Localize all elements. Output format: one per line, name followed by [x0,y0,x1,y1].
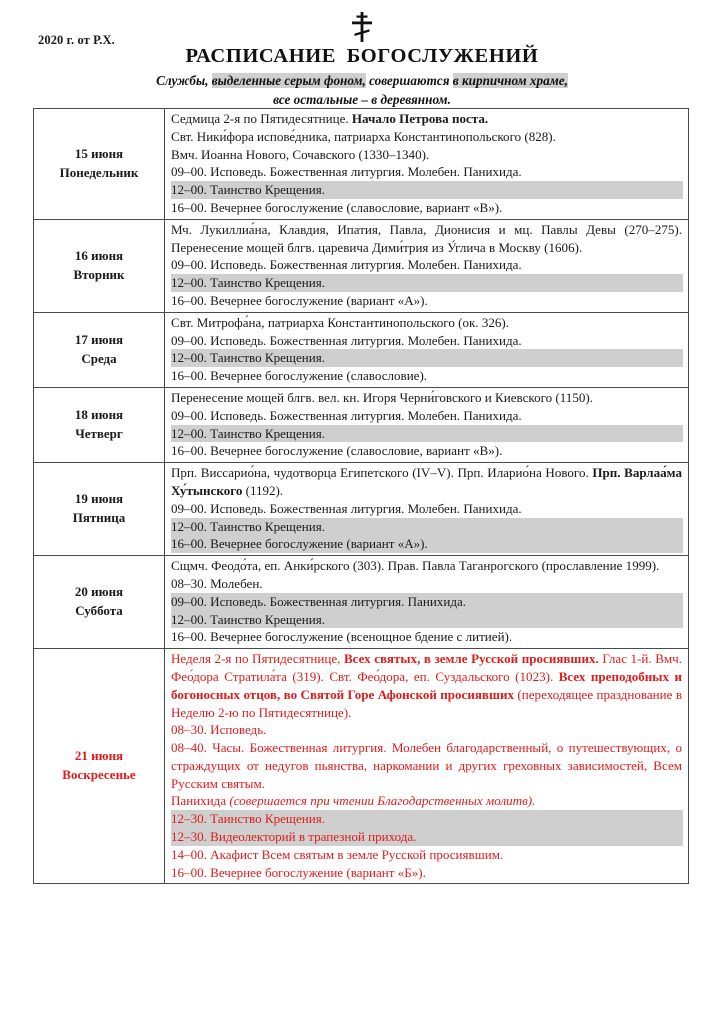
schedule-body [34,109,689,884]
table-row [34,463,689,556]
date-weekday: Понедельник [59,164,139,180]
orthodox-cross-icon [349,10,375,44]
schedule-date-cell [34,109,165,220]
date-day: 18 июня [74,407,124,423]
service-line: 09–00. Исповедь. Божественная литургия. Молебен. Панихида. [171,164,522,180]
date-weekday: Суббота [75,603,123,619]
service-line-brick-church: 12–00. Таинство Крещения. [171,349,683,367]
service-line: 08–30. Молебен. [171,575,263,591]
table-row [34,219,689,312]
table-row [34,387,689,462]
service-line: Свт. Митрофа́на, патриарха Константинопольского (ок. 326). [171,314,510,330]
legend-highlight-1: выделенные серым фоном, [211,73,366,88]
service-line: Седмица 2-я по Пятидесятнице. Начало Петрова поста. [171,111,489,126]
service-line: Сщмч. Феодо́та, еп. Анки́рского (303). Прав. Павла Таганрогского (прославление 1999). [171,558,660,574]
schedule-date-cell [34,463,165,556]
service-line: 09–00. Исповедь. Божественная литургия. Молебен. Панихида. [171,407,522,423]
schedule-services-cell [165,556,689,649]
service-line-brick-church: 12–00. Таинство Крещения. [171,425,683,443]
table-row [34,312,689,387]
service-line: 16–00. Вечернее богослужение (славословие, вариант «В»). [171,443,503,459]
service-line: 14–00. Акафист Всем святым в земле Русской просиявшим. [171,846,504,862]
schedule-services-cell [165,649,689,884]
service-line: 09–00. Исповедь. Божественная литургия. Молебен. Панихида. [171,257,522,273]
document-header [0,0,724,109]
service-line: 09–00. Исповедь. Божественная литургия. Молебен. Панихида. [171,500,522,516]
schedule-services-cell [165,463,689,556]
service-line-brick-church: 12–00. Таинство Крещения. [171,518,683,536]
service-line: Мч. Лукиллиа́на, Клавдия, Ипатия, Павла, Дионисия и мц. Павлы Девы (270–275). Перенесение мощей блгв. царевича Дими́трия из У́глича в Москву (1606). [171,221,682,255]
schedule-services-cell [165,312,689,387]
schedule-services-cell [165,387,689,462]
service-line-brick-church: 12–00. Таинство Крещения. [171,181,683,199]
legend-text-1: Службы, [156,73,212,88]
service-line: Прп. Виссарио́на, чудотворца Египетского (IV–V). Прп. Иларио́на Нового. Прп. Варлаа́ма Ху́тынского (1192). [171,465,682,498]
service-line: Вмч. Иоанна Нового, Сочавского (1330–1340). [171,146,430,162]
date-weekday: Воскресенье [62,767,136,783]
date-weekday: Четверг [75,426,123,442]
service-line-brick-church: 09–00. Исповедь. Божественная литургия. Панихида. [171,593,683,611]
services-schedule-table [33,108,689,884]
table-row [34,109,689,220]
service-line: 08–40. Часы. Божественная литургия. Молебен благодарственный, о путешествующих, о страждущих от недугов пьянства, наркомании и других греховных зависимостей, Всем Русским святым. [171,740,682,791]
service-line: 16–00. Вечернее богослужение (славословие, вариант «В»). [171,199,503,215]
date-weekday: Пятница [72,510,126,526]
schedule-date-cell [34,556,165,649]
service-line: 16–00. Вечернее богослужение (вариант «Б»). [171,864,426,880]
legend-note [0,72,724,109]
legend-text-3: все остальные – в деревянном. [273,91,451,107]
service-line: 09–00. Исповедь. Божественная литургия. Молебен. Панихида. [171,332,522,348]
date-weekday: Вторник [73,266,125,282]
schedule-date-cell [34,649,165,884]
legend-text-2: совершаются [365,73,453,88]
service-line-brick-church: 16–00. Вечернее богослужение (вариант «А»). [171,535,683,553]
schedule-date-cell [34,312,165,387]
page-title: РАСПИСАНИЕ БОГОСЛУЖЕНИЙ [185,45,539,67]
date-day: 16 июня [74,247,124,263]
date-day: 20 июня [74,584,124,600]
service-line: 16–00. Вечернее богослужение (славословие). [171,368,428,384]
date-day: 19 июня [74,491,124,507]
legend-highlight-2: в кирпичном храме, [452,73,568,88]
schedule-services-cell [165,219,689,312]
service-line: 08–30. Исповедь. [171,722,267,738]
service-line-brick-church: 12–30. Таинство Крещения. [171,810,683,828]
service-line-brick-church: 12–30. Видеолекторий в трапезной прихода. [171,828,683,846]
service-line: Перенесение мощей блгв. вел. кн. Игоря Черни́говского и Киевского (1150). [171,389,593,405]
service-line: Неделя 2-я по Пятидесятнице, Всех святых, в земле Русской просиявших. Глас 1-й. Вмч. Фео́дора Стратила́та (319). Свт. Фео́дора, еп. Суздальского (1023). Всех преподобных и богоносных отцов, во Святой Горе Афонской просиявших (переходящее празднование в Неделю 2-ю по Пятидесятнице). [171,651,683,720]
service-line-brick-church: 12–00. Таинство Крещения. [171,274,683,292]
date-day: 17 июня [74,332,124,348]
table-row [34,556,689,649]
table-row [34,649,689,884]
service-line: Панихида (совершается при чтении Благодарственных молитв). [171,793,536,809]
schedule-date-cell [34,387,165,462]
year-label: 2020 г. от Р.Х. [38,33,115,47]
date-weekday: Среда [81,350,117,366]
service-line: 16–00. Вечернее богослужение (вариант «А»). [171,292,428,308]
schedule-services-cell [165,109,689,220]
date-day: 15 июня [74,146,124,162]
service-line: Свт. Ники́фора испове́дника, патриарха Константинопольского (828). [171,128,556,144]
date-day: 21 июня [74,748,124,764]
schedule-date-cell [34,219,165,312]
service-line-brick-church: 12–00. Таинство Крещения. [171,611,683,629]
service-line: 16–00. Вечернее богослужение (всенощное бдение с литией). [171,629,513,645]
